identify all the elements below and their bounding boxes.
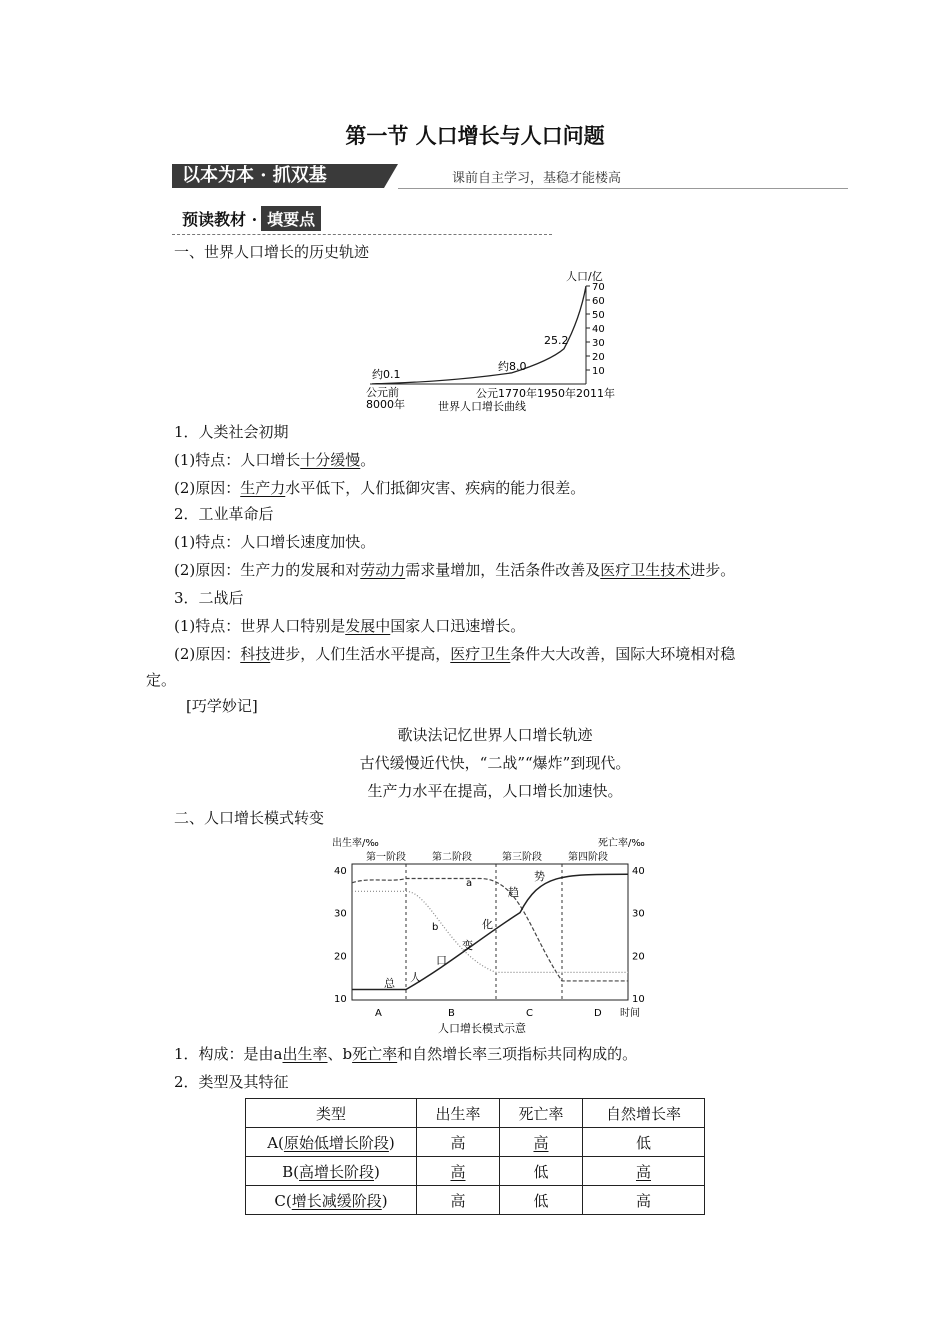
banner-decoration	[384, 164, 398, 188]
population-growth-chart	[360, 266, 640, 416]
underlined-answer: 医疗卫生技术	[600, 561, 691, 579]
part1-item	[146, 670, 176, 690]
table-row	[246, 1157, 705, 1186]
chart2-tick-right: 30	[632, 908, 645, 920]
table-header-cell: 出生率	[417, 1099, 500, 1128]
text-span: 1．人类社会初期	[174, 423, 289, 441]
text-span: 定。	[146, 671, 177, 689]
table-cell-type	[246, 1128, 417, 1157]
chart2-tick-left: 30	[334, 908, 347, 920]
text-span: 和自然增长率三项指标共同构成的。	[397, 1045, 638, 1063]
chart2-tick-left: 20	[334, 951, 347, 963]
underlined-answer: 高增长阶段	[299, 1162, 375, 1181]
text-span: 条件大大改善，国际大环境相对稳	[510, 645, 736, 663]
text-span: (2)原因：	[174, 479, 241, 497]
part2-heading: 二、人口增长模式转变	[174, 809, 325, 827]
chart1-tick-label: 50	[592, 310, 605, 321]
chart1-ticks	[586, 282, 605, 377]
chart2-stage-2: 第二阶段	[432, 852, 472, 863]
underlined-answer: 死亡率	[352, 1045, 398, 1063]
table-cell	[583, 1186, 705, 1215]
poem-line-2: 古代缓慢近代快，“二战”“爆炸”到现代。	[359, 754, 631, 772]
chart2-trend-char-7: 势	[534, 870, 545, 883]
chart1-label-p3: 25.2	[544, 334, 569, 347]
poem-line-1: 歌诀法记忆世界人口增长轨迹	[397, 726, 593, 744]
banner-main: 以本为本 · 抓双基	[172, 164, 384, 188]
chart1-tick-label: 30	[592, 338, 605, 349]
growth-model-chart	[330, 834, 660, 1040]
table-cell-type	[246, 1157, 417, 1186]
chart2-trend-char-5: 化	[482, 918, 493, 931]
chart2-tick-right: 10	[632, 994, 645, 1005]
chart1-x3: 1950年	[537, 387, 576, 400]
text-span: 高	[450, 1133, 466, 1152]
underlined-answer: 增长减缓阶段	[291, 1191, 382, 1210]
text-span: 进步。	[690, 561, 736, 579]
chart2-stage-1: 第一阶段	[366, 852, 406, 863]
chart2-letter-b: B	[448, 1008, 455, 1019]
text-span: 水平低下，人们抵御灾害、疾病的能力很差。	[285, 479, 586, 497]
text-span: 高	[635, 1191, 651, 1210]
chart2-curve-label-a: a	[466, 878, 473, 889]
text-span: C(	[274, 1191, 292, 1210]
chart2-trend-char-6: 趋	[508, 886, 519, 899]
chart1-x2: 公元1770年	[476, 387, 537, 400]
table-cell	[500, 1186, 583, 1215]
underlined-answer: 高	[533, 1133, 549, 1152]
text-span: 低	[533, 1162, 549, 1181]
underlined-answer: 十分缓慢	[300, 451, 361, 469]
part2-point-2: 2．类型及其特征	[174, 1073, 289, 1091]
chart2-caption: 人口增长模式示意	[438, 1022, 526, 1035]
table-row	[246, 1128, 705, 1157]
text-span: 3．二战后	[174, 589, 244, 607]
part1-subheading	[174, 422, 289, 442]
chart1-x1b: 8000年	[366, 398, 405, 411]
text-span: 进步，人们生活水平提高，	[270, 645, 451, 663]
part1-item	[174, 532, 375, 552]
table-row	[246, 1186, 705, 1215]
chart2-left-unit: 出生率/‰	[332, 838, 379, 849]
chart1-tick-label: 70	[592, 282, 605, 293]
part1-item	[174, 560, 735, 580]
chart2-time-label: 时间	[620, 1008, 640, 1019]
text-span: 2．工业革命后	[174, 505, 274, 523]
part1-item	[174, 450, 375, 470]
text-span: )	[388, 1133, 395, 1152]
chart1-tick-label: 10	[592, 366, 605, 377]
chart2-ticks	[334, 866, 645, 1005]
banner-divider	[398, 188, 848, 189]
text-span: (1)特点：人口增长速度加快。	[174, 533, 376, 551]
chart2-stage-3: 第三阶段	[502, 852, 542, 863]
table-header-cell: 自然增长率	[583, 1099, 705, 1128]
chart2-trend-char-1: 总	[384, 977, 395, 990]
text-span: 高	[450, 1191, 466, 1210]
chart2-death-rate-line	[352, 891, 628, 972]
text-span: )	[374, 1162, 380, 1181]
section-header-box: 填要点	[261, 206, 321, 231]
underlined-answer: 原始低增长阶段	[283, 1133, 389, 1152]
part2-point-1	[174, 1044, 637, 1064]
chart2-letter-c: C	[526, 1008, 533, 1019]
table-cell	[583, 1157, 705, 1186]
text-span: 需求量增加，生活条件改善及	[405, 561, 601, 579]
section-divider	[172, 234, 552, 235]
table-cell	[583, 1128, 705, 1157]
text-span: A(	[267, 1133, 284, 1152]
chart2-trend-char-3: 口	[436, 954, 447, 967]
text-span: (1)特点：世界人口特别是	[174, 617, 346, 635]
text-span: (1)特点：人口增长	[174, 451, 301, 469]
chart2-letter-a: A	[375, 1008, 382, 1019]
table-cell-type	[246, 1186, 417, 1215]
chart2-letter-d: D	[594, 1008, 602, 1019]
mnemonic-tag: [巧学妙记]	[186, 697, 258, 715]
part1-item	[174, 644, 735, 664]
banner-subtitle: 课前自主学习，基稳才能楼高	[452, 171, 622, 186]
chart2-total-population-line	[352, 874, 628, 989]
chart1-unit-label: 人口/亿	[566, 270, 603, 283]
text-span: 、b	[327, 1045, 353, 1063]
text-span: (2)原因：生产力的发展和对	[174, 561, 361, 579]
chart1-label-p1: 约0.1	[372, 368, 401, 381]
chart2-curve-label-b: b	[432, 922, 439, 933]
underlined-answer: 出生率	[282, 1045, 328, 1063]
table-header-row	[246, 1099, 705, 1128]
page-title: 第一节 人口增长与人口问题	[345, 123, 605, 148]
section-header-prefix: 预读教材 ·	[182, 210, 258, 229]
chart2-trend-char-2: 人	[410, 971, 421, 984]
growth-type-table	[245, 1098, 705, 1215]
chart1-tick-label: 20	[592, 352, 605, 363]
underlined-answer: 医疗卫生	[450, 645, 511, 663]
chart2-tick-left: 10	[334, 994, 347, 1005]
part1-item	[174, 616, 525, 636]
chart1-tick-label: 40	[592, 324, 605, 335]
underlined-answer: 高	[450, 1162, 466, 1181]
chart1-caption: 世界人口增长曲线	[438, 400, 526, 413]
chart2-stage-4: 第四阶段	[568, 852, 608, 863]
table-cell	[417, 1186, 500, 1215]
text-span: 。	[360, 451, 376, 469]
part1-heading: 一、世界人口增长的历史轨迹	[174, 243, 370, 261]
table-cell	[417, 1128, 500, 1157]
table-header-cell: 类型	[246, 1099, 417, 1128]
table-body	[246, 1128, 705, 1215]
chart1-tick-label: 60	[592, 296, 605, 307]
chart2-tick-right: 40	[632, 866, 645, 877]
part1-item	[174, 478, 585, 498]
section-header	[182, 206, 321, 231]
text-span: )	[381, 1191, 388, 1210]
poem-line-3: 生产力水平在提高，人口增长加速快。	[367, 782, 623, 800]
table-cell	[500, 1157, 583, 1186]
underlined-answer: 劳动力	[360, 561, 406, 579]
chart2-trend-char-4: 变	[462, 939, 473, 952]
text-span: B(	[282, 1162, 299, 1181]
text-span: 1．构成：是由a	[174, 1045, 283, 1063]
chart1-x1a: 公元前	[366, 386, 399, 399]
table-header-cell: 死亡率	[500, 1099, 583, 1128]
chart2-right-unit: 死亡率/‰	[598, 838, 645, 849]
text-span: 低	[635, 1133, 651, 1152]
table-cell	[417, 1157, 500, 1186]
underlined-answer: 生产力	[240, 479, 286, 497]
chart2-tick-right: 20	[632, 951, 645, 963]
part1-subheading	[174, 588, 244, 608]
chart2-tick-left: 40	[334, 866, 347, 877]
text-span: 低	[533, 1191, 549, 1210]
chart1-label-p2: 约8.0	[498, 360, 527, 373]
text-span: 国家人口迅速增长。	[390, 617, 526, 635]
chart1-x4: 2011年	[576, 387, 615, 400]
underlined-answer: 科技	[240, 645, 271, 663]
part1-subheading	[174, 504, 274, 524]
underlined-answer: 高	[635, 1162, 651, 1181]
underlined-answer: 发展中	[345, 617, 391, 635]
text-span: (2)原因：	[174, 645, 241, 663]
table-cell	[500, 1128, 583, 1157]
